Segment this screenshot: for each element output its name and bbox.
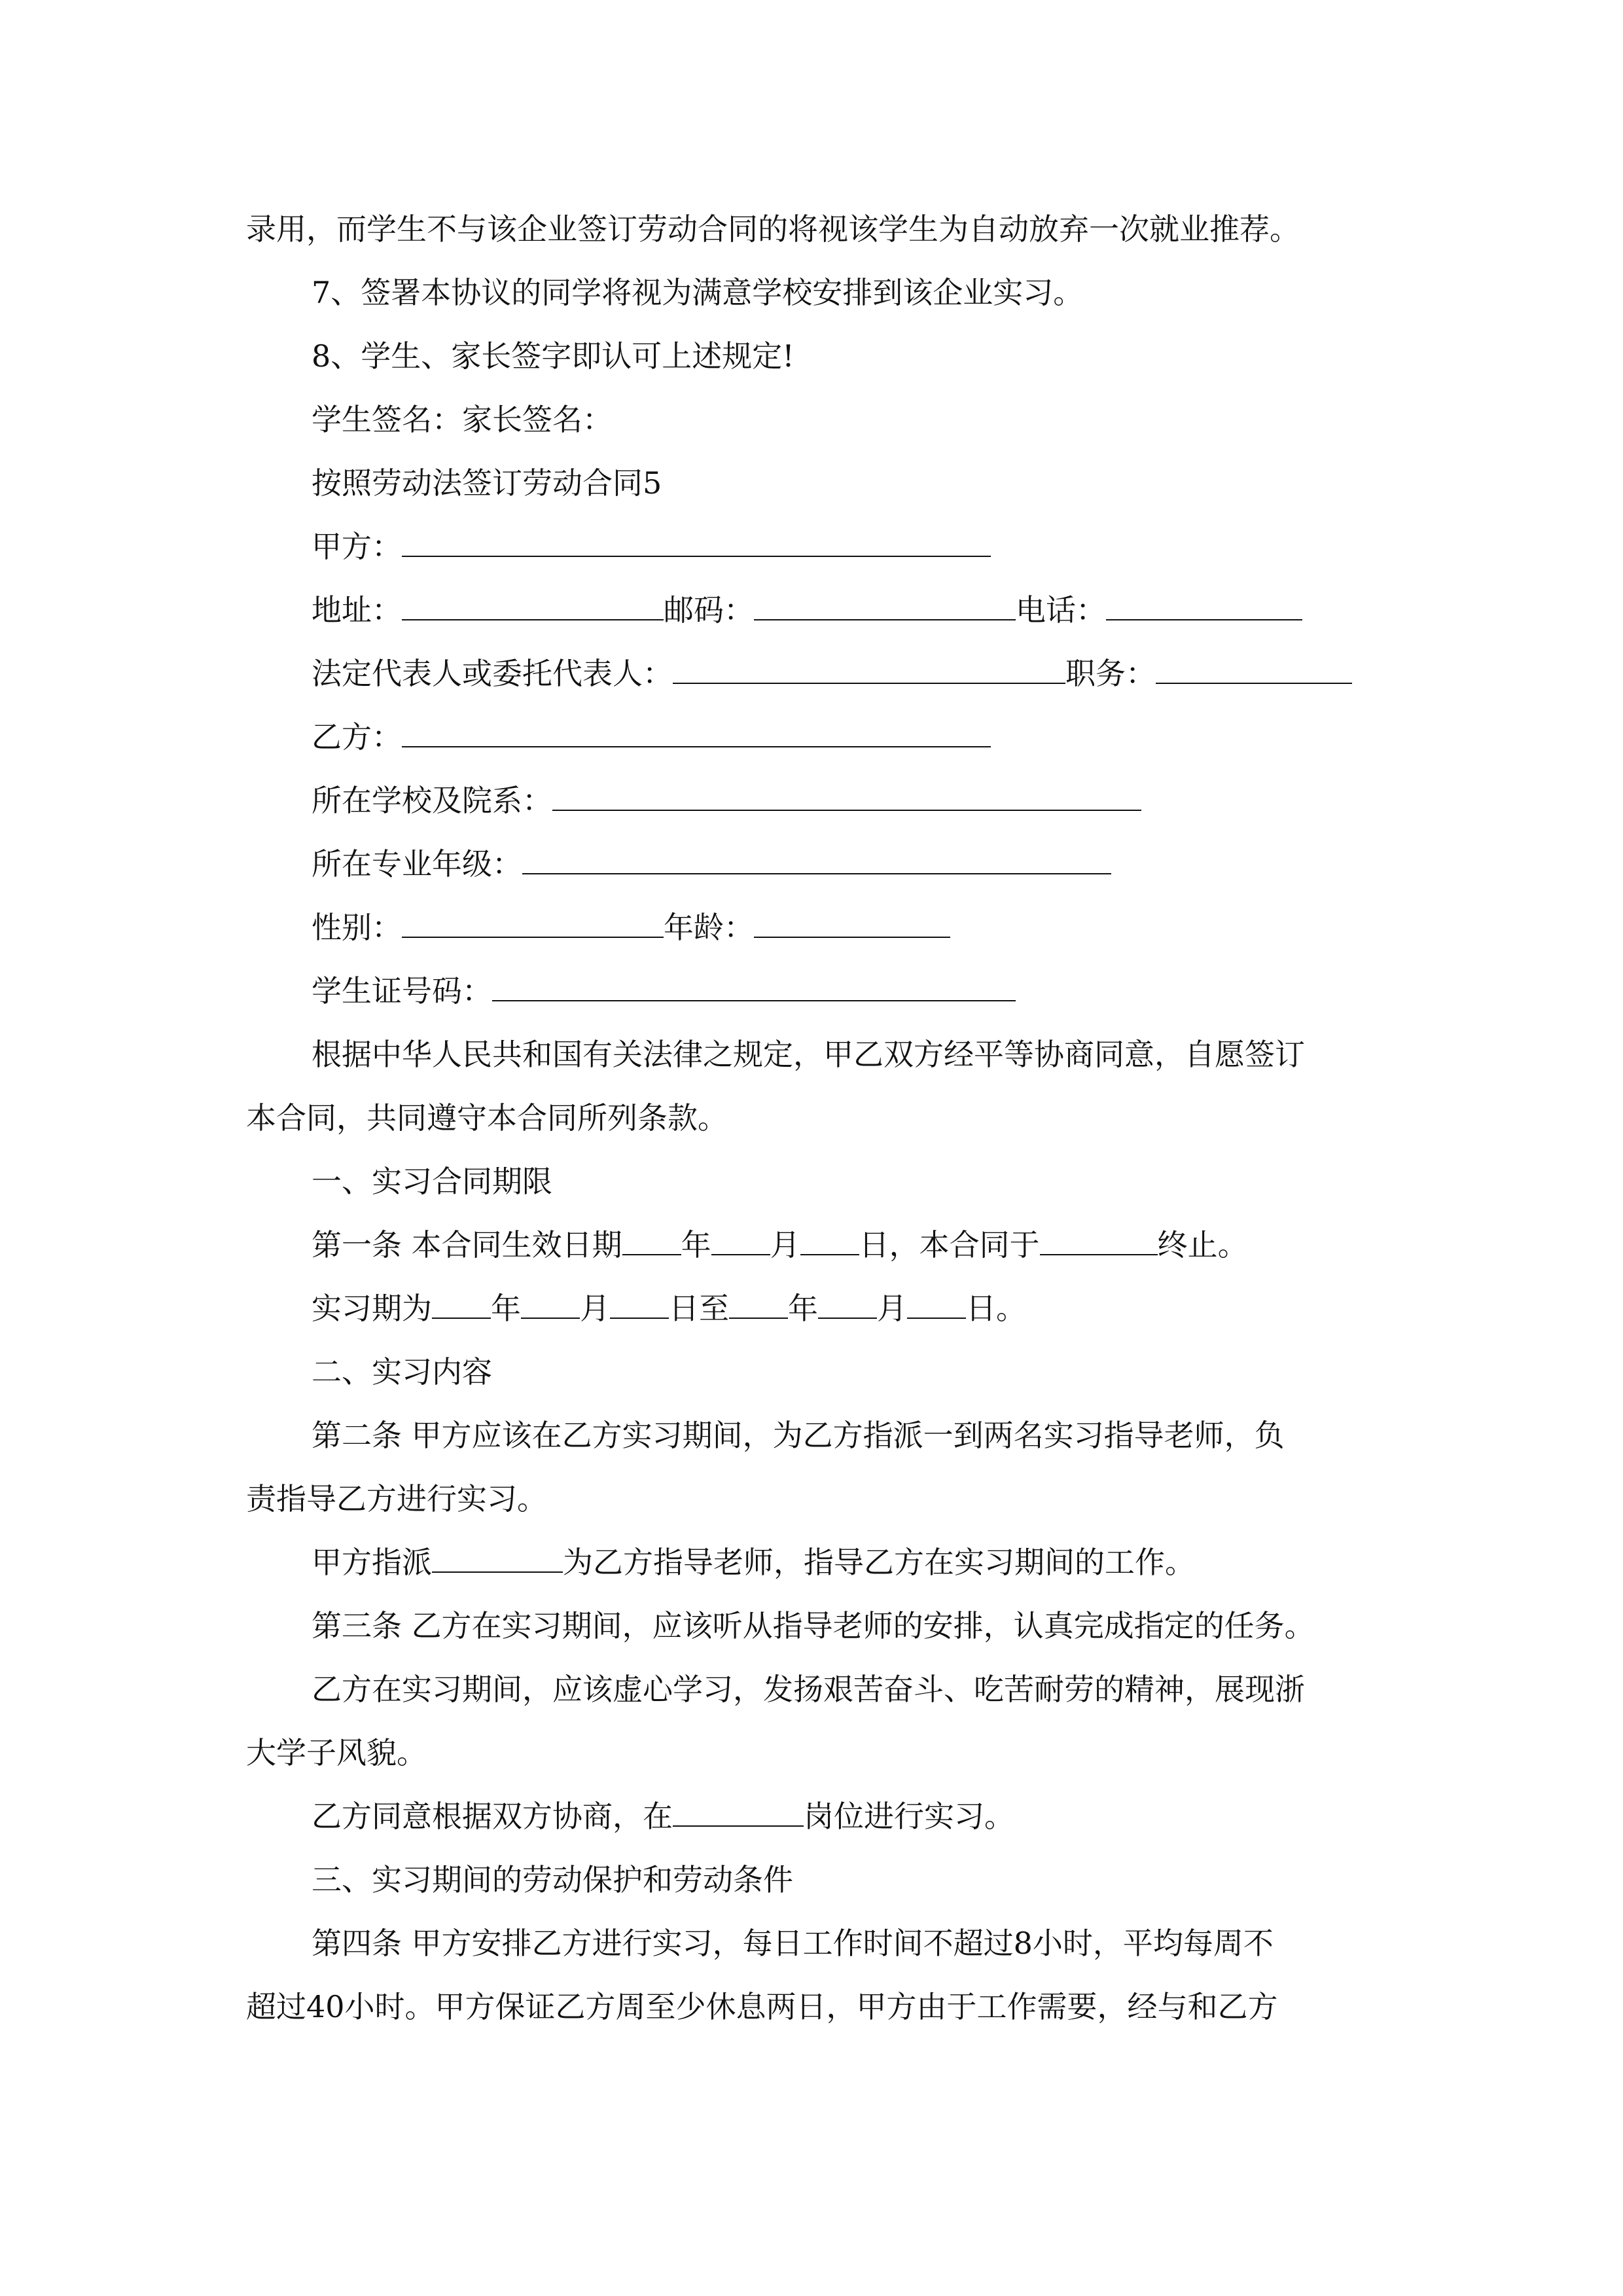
article-text: 日至 <box>669 1291 729 1326</box>
article-text: 实习期为 <box>312 1291 432 1326</box>
year-blank[interactable] <box>622 1225 681 1255</box>
position-blank[interactable] <box>1156 654 1352 684</box>
field-label: 法定代表人或委托代表人： <box>312 656 673 691</box>
article-text: 月 <box>877 1291 907 1326</box>
address-blank[interactable] <box>402 590 664 620</box>
party-a-blank[interactable] <box>402 527 991 557</box>
text-line: 7、签署本协议的同学将视为满意学校安排到该企业实习。 <box>312 275 1084 310</box>
school-field <box>312 781 1141 820</box>
start-month-blank[interactable] <box>521 1289 580 1319</box>
text-line: 根据中华人民共和国有关法律之规定，甲乙双方经平等协商同意，自愿签订 <box>312 1037 1305 1072</box>
field-label: 邮码： <box>664 592 754 628</box>
start-day-blank[interactable] <box>610 1289 669 1319</box>
text-line: 第四条 甲方安排乙方进行实习，每日工作时间不超过8小时，平均每周不 <box>312 1926 1274 1961</box>
age-blank[interactable] <box>754 908 950 938</box>
article-text: 终止。 <box>1157 1227 1248 1263</box>
section-heading: 一、实习合同期限 <box>312 1164 552 1199</box>
post-blank[interactable] <box>673 1797 804 1827</box>
article-1 <box>312 1225 1248 1265</box>
contract-title: 按照劳动法签订劳动合同5 <box>312 465 662 501</box>
text-line: 乙方在实习期间，应该虚心学习，发扬艰苦奋斗、吃苦耐劳的精神，展现浙 <box>312 1672 1305 1707</box>
legal-rep-blank[interactable] <box>673 654 1065 684</box>
article-text: 日。 <box>966 1291 1026 1326</box>
text-line: 8、学生、家长签字即认可上述规定! <box>312 338 794 374</box>
field-label: 学生证号码： <box>312 973 492 1009</box>
postcode-blank[interactable] <box>754 590 1016 620</box>
post-line <box>312 1797 1014 1836</box>
party-a-field <box>312 527 991 566</box>
text-line: 大学子风貌。 <box>246 1735 427 1770</box>
field-label: 年龄： <box>664 910 754 945</box>
field-label: 电话： <box>1016 592 1106 628</box>
end-day-blank[interactable] <box>907 1289 966 1319</box>
text-line: 本合同，共同遵守本合同所列条款。 <box>246 1100 728 1136</box>
field-label: 所在专业年级： <box>312 846 522 882</box>
field-label: 所在学校及院系： <box>312 783 552 818</box>
start-year-blank[interactable] <box>432 1289 491 1319</box>
major-field <box>312 844 1111 884</box>
article-text: 年 <box>491 1291 521 1326</box>
day-blank[interactable] <box>800 1225 859 1255</box>
field-label: 职务： <box>1065 656 1156 691</box>
field-label: 乙方： <box>312 719 402 755</box>
article-text: 日，本合同于 <box>859 1227 1040 1263</box>
signature-line: 学生签名：家长签名： <box>312 402 613 437</box>
end-date-blank[interactable] <box>1040 1225 1158 1255</box>
text-line: 第三条 乙方在实习期间，应该听从指导老师的安排，认真完成指定的任务。 <box>312 1608 1315 1643</box>
article-text: 为乙方指导老师，指导乙方在实习期间的工作。 <box>563 1545 1195 1580</box>
article-text: 岗位进行实习。 <box>804 1799 1014 1834</box>
end-month-blank[interactable] <box>818 1289 877 1319</box>
party-b-blank[interactable] <box>402 717 991 747</box>
article-text: 月 <box>580 1291 610 1326</box>
text-line: 第二条 甲方应该在乙方实习期间，为乙方指派一到两名实习指导老师，负 <box>312 1418 1285 1453</box>
section-heading: 三、实习期间的劳动保护和劳动条件 <box>312 1862 793 1897</box>
assign-line <box>312 1543 1195 1582</box>
article-text: 年 <box>681 1227 711 1263</box>
text-line: 超过40小时。甲方保证乙方周至少休息两日，甲方由于工作需要，经与和乙方 <box>246 1989 1278 2024</box>
phone-blank[interactable] <box>1106 590 1302 620</box>
major-blank[interactable] <box>522 844 1111 874</box>
article-text: 年 <box>788 1291 818 1326</box>
address-row <box>312 590 1302 630</box>
text-line: 责指导乙方进行实习。 <box>246 1481 547 1516</box>
article-text: 第一条 本合同生效日期 <box>312 1227 622 1263</box>
month-blank[interactable] <box>711 1225 770 1255</box>
field-label: 地址： <box>312 592 402 628</box>
article-text: 乙方同意根据双方协商，在 <box>312 1799 673 1834</box>
student-id-field <box>312 971 1016 1011</box>
field-label: 甲方： <box>312 529 402 564</box>
text-line: 录用，而学生不与该企业签订劳动合同的将视该学生为自动放弃一次就业推荐。 <box>246 211 1300 247</box>
section-heading: 二、实习内容 <box>312 1354 492 1390</box>
mentor-blank[interactable] <box>432 1543 563 1573</box>
legal-rep-row <box>312 654 1352 693</box>
article-text: 月 <box>770 1227 800 1263</box>
gender-age-row <box>312 908 950 947</box>
end-year-blank[interactable] <box>729 1289 788 1319</box>
internship-period <box>312 1289 1026 1328</box>
party-b-field <box>312 717 991 757</box>
gender-blank[interactable] <box>402 908 664 938</box>
school-blank[interactable] <box>552 781 1141 811</box>
field-label: 性别： <box>312 910 402 945</box>
article-text: 甲方指派 <box>312 1545 432 1580</box>
student-id-blank[interactable] <box>492 971 1016 1001</box>
